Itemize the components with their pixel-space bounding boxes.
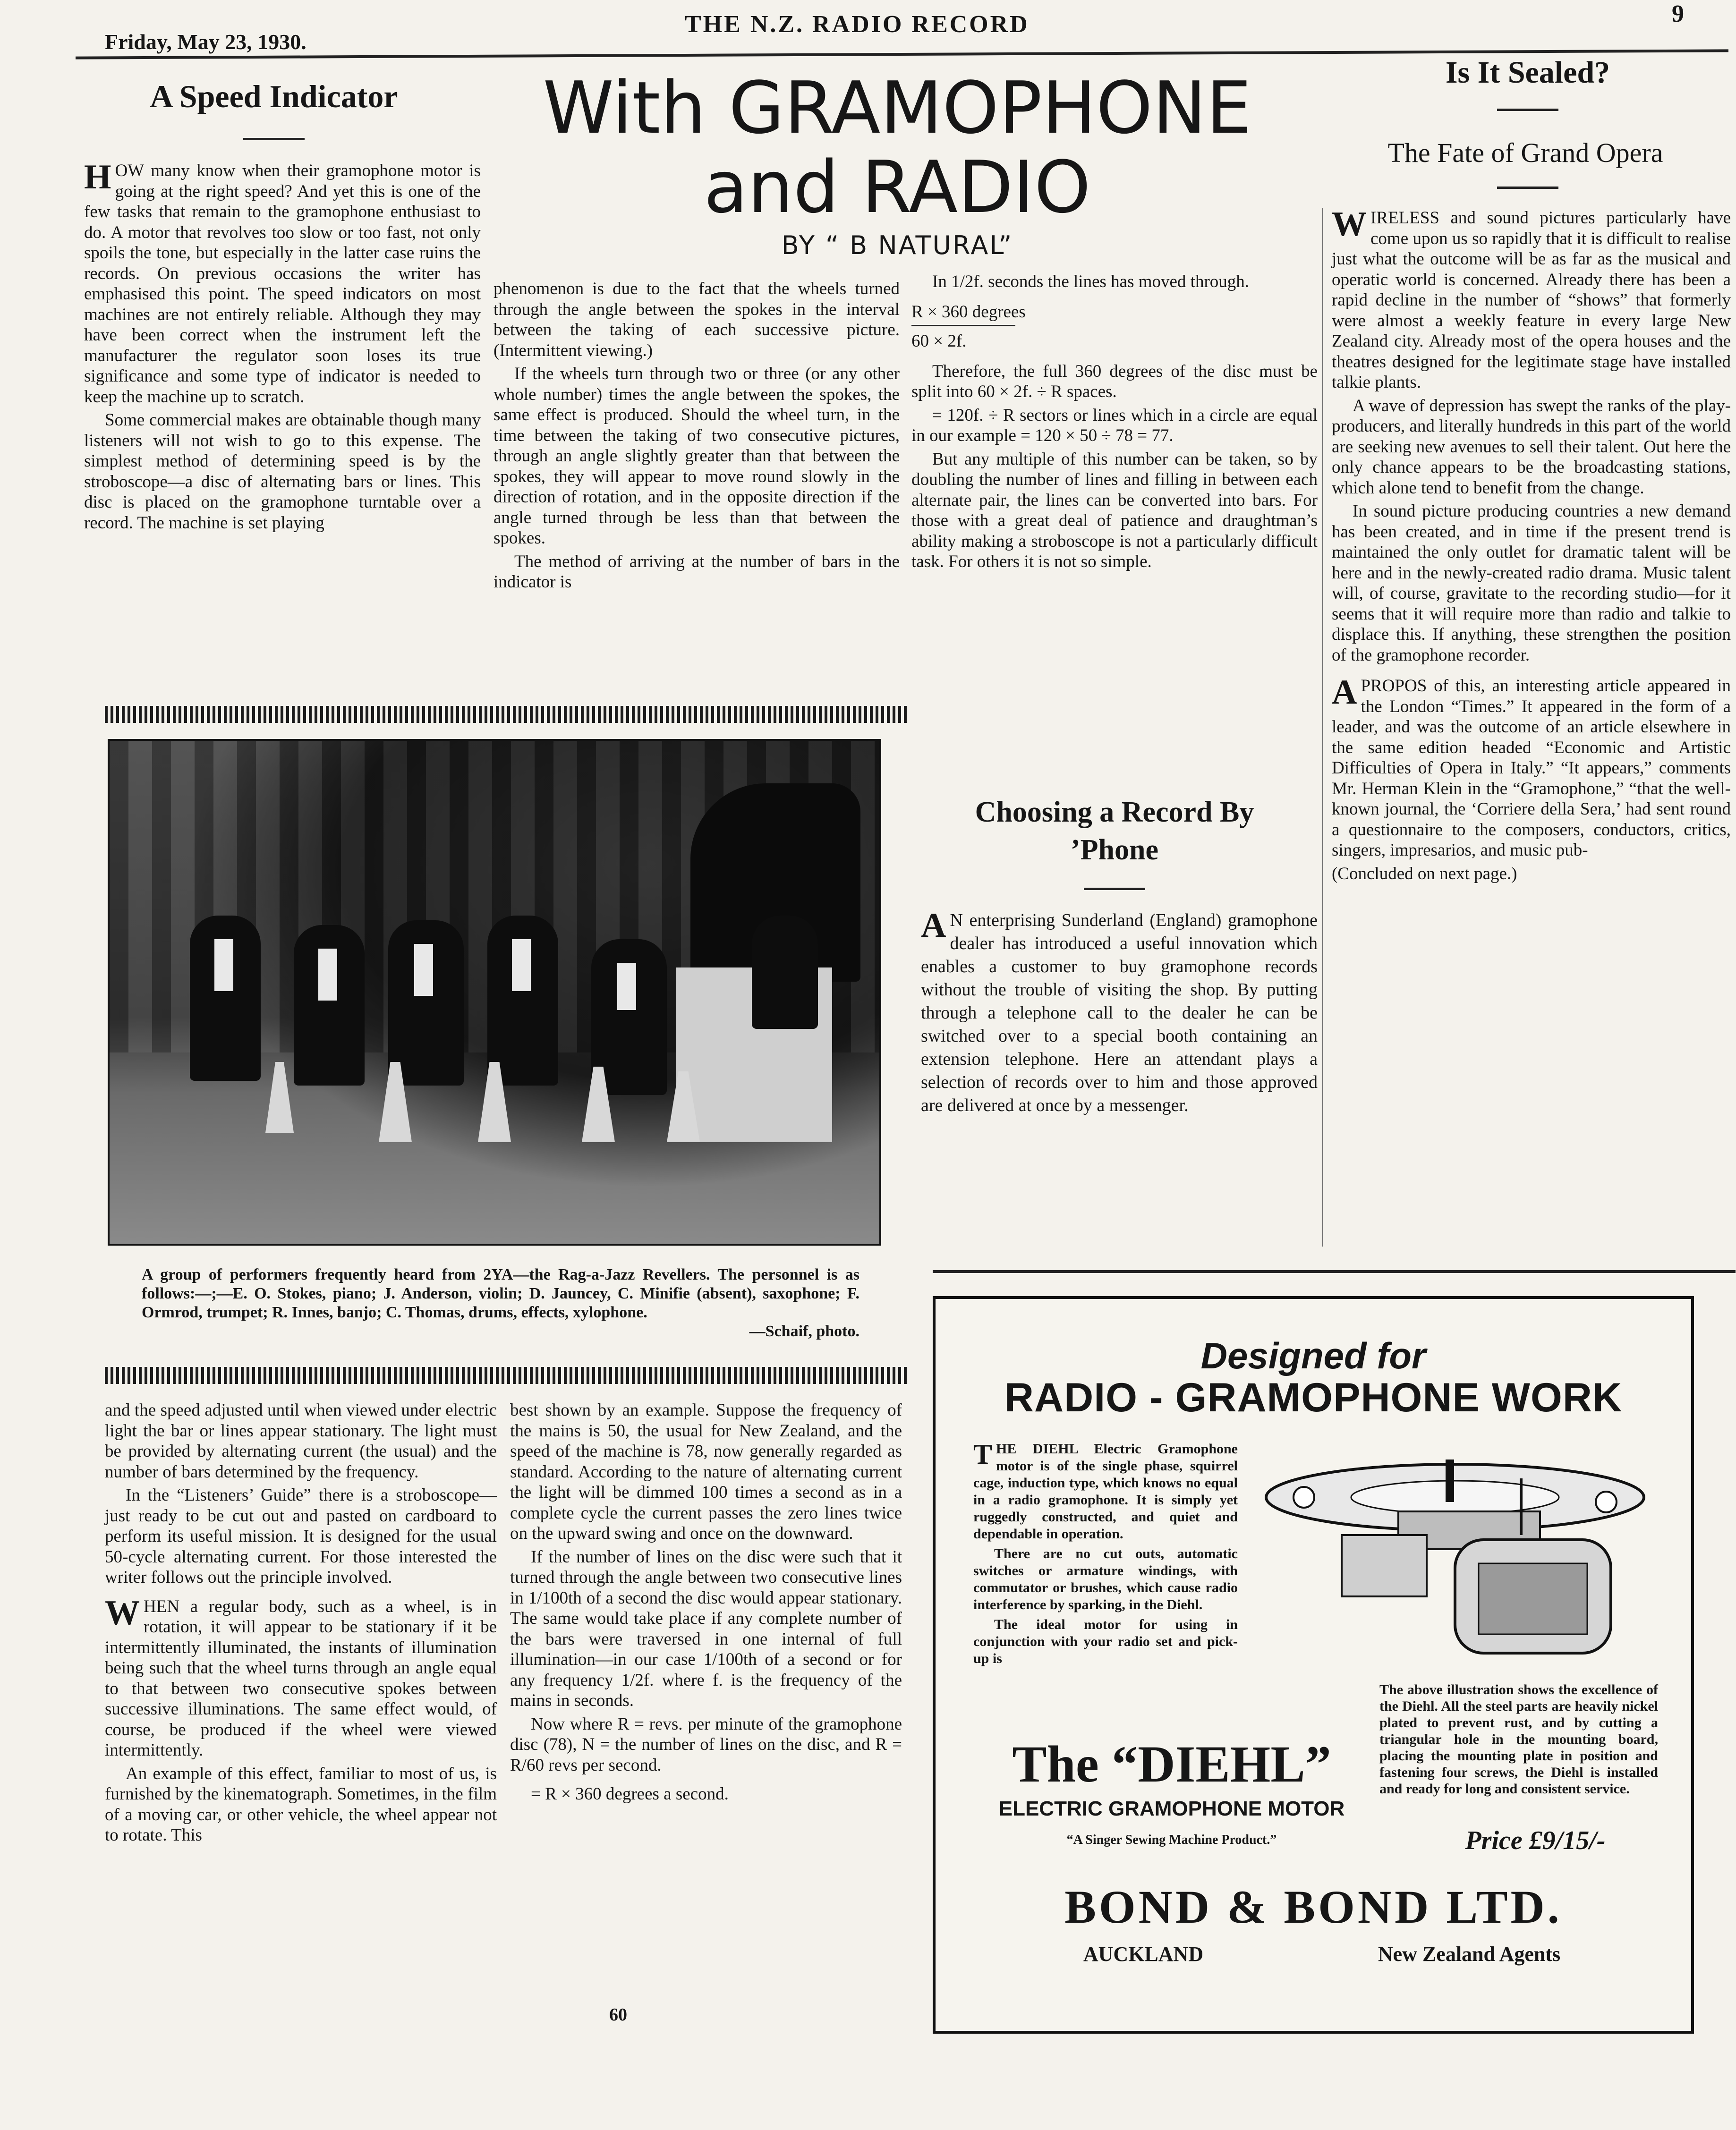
dropcap-a: A (921, 906, 946, 945)
main-column-2-top (494, 279, 900, 595)
bottom-page-number: 60 (609, 2005, 627, 2025)
sealed-para-1: IRELESS and sound pictures particularly have come upon us so rapidly that it is difficult to realise just what the outcome will be as far as the musical and operatic world is concerned. Already there has been a rapid decline in the number of “shows” that formerly were almost a weekly feature in every large New Zealand city. Already most of the opera houses and the theatres designed for the legitimate stage have installed talkie plants. (1332, 208, 1731, 392)
photo-caption (142, 1265, 859, 1341)
performer-2-shirt (318, 949, 337, 1001)
speed-para-2: Some commercial makes are obtainable though many listeners will not wish to go to this expense. The simplest method of determining speed is by the stroboscope—a disc of alternating bars or lines. This disc is placed on the gramophone turntable over a record. The machine is set playing (84, 410, 481, 533)
ad-city: AUCKLAND (1083, 1943, 1204, 1966)
phone-para-1: N enterprising Sunderland (England) gramophone dealer has introduced a useful innovation which enables a customer to buy gramophone records without the trouble of visiting the shop. By putting through a telephone call to the dealer he can be switched over to a special booth containing an extension telephone. Here an attendant plays a selection of records over to him and those approved are delivered at once by a messenger. (921, 910, 1318, 1115)
ad-tagline: “A Singer Sewing Machine Product.” (1066, 1833, 1277, 1847)
speed-title-rule (243, 138, 305, 140)
dotted-rule-top (105, 706, 908, 723)
speed-column-bottom (105, 1400, 497, 1849)
dotted-rule-bottom (105, 1367, 908, 1384)
ad-brand-subtitle: ELECTRIC GRAMOPHONE MOTOR (998, 1797, 1345, 1820)
performer-4-shirt (512, 939, 531, 991)
dropcap-w2: W (1332, 205, 1367, 244)
ad-brand: The “DIEHL” (1012, 1735, 1331, 1793)
sealed-subtitle-rule (1497, 187, 1558, 189)
photo-credit: —Schaif, photo. (749, 1323, 859, 1340)
band-photo (108, 739, 881, 1246)
main-title (510, 68, 1285, 227)
ad-designed-for: Designed for (1200, 1335, 1426, 1376)
sealed-para-4: PROPOS of this, an interesting article appeared in the London “Times.” It appeared in the form of a leader, and was the outcome of an article elsewhere in the same edition headed “Economic and Artistic Difficulties of Opera in Italy.” “It appears,” comments Mr. Herman Klein in the “Gramophone,” “that the well-known journal, the ‘Corriere della Sera,’ had sent round a questionnaire to the composers, conductors, critics, singers, impresarios, and music pub- (1332, 676, 1731, 860)
main-c2-para-5: If the number of lines on the disc were such that it turned through the angle between two consecutive lines in 1/100th of a second the disc would appear stationary. The same would take place if any complete number of the bars were traversed in one internal of full illumination—in our case 1/100th of a second or for any frequency 1/2f. where f. is the frequency of the mains in seconds. (510, 1547, 902, 1710)
ad-illus-text: The above illustration shows the excellence of the Diehl. All the steel parts are heavily nickel plated to prevent rust, and by cutting a triangular hole in the mounting board, placing the mounting plate in position and fastening four screws, the Diehl is installed and ready for long and consistent service. (1379, 1682, 1658, 1797)
dropcap-w: W (105, 1593, 140, 1632)
main-title-line-2: and RADIO (704, 145, 1091, 229)
main-c2-para-1: phenomenon is due to the fact that the wheels turned through the angle between the spokes in the interval between the taking of each successive picture. (Intermittent viewing.) (494, 279, 900, 360)
motor-drawing (1257, 1441, 1658, 1667)
performer-3-shirt (414, 944, 433, 996)
speed-para-6: An example of this effect, familiar to most of us, is furnished by the kinematograph. Sometimes, in the film of a moving car, or other vehicle, the wheel appear not to rotate. This (105, 1764, 497, 1845)
performer-1-shirt (214, 939, 233, 991)
dropcap-h: H (84, 158, 111, 196)
main-column-2-bottom (510, 1400, 902, 1808)
phone-column (921, 906, 1318, 1120)
speed-column-top (84, 158, 481, 536)
speed-para-1: OW many know when their gramophone motor is going at the right speed? And yet this is one of the few tasks that remain to the gramophone enthusiast to do. A motor that revolves too slow or too fast, not only spoils the tone, but especially in the latter case ruins the records. On previous occasions the writer has emphasised this point. The speed indicators on most machines are not entirely reliable. Although they may have been correct when the instrument left the manufacturer the regulator soon loses its true significance and some type of indicator is needed to keep the machine up to scratch. (84, 161, 481, 407)
dropcap-a2: A (1332, 673, 1357, 712)
performer-5-shirt (617, 963, 636, 1010)
page-date: Friday, May 23, 1930. (105, 30, 306, 54)
sealed-para-3: In sound picture producing countries a new demand has been created, and in time if the present trend is maintained the only outlet for dramatic talent will be here and in the newly-created radio drama. Music talent will, of course, gravitate to the recording studio—for it seems that it will require more than radio and talkie to displace this. If anything, these strengthen the position of the gramophone recorder. (1332, 501, 1731, 665)
sealed-para-2: A wave of depression has swept the ranks of the play-producers, and literally hundreds in this part of the world are seeking new avenues to sell their talent. Out here the only chance appears to be the broadcasting stations, which alone tend to benefit from the change. (1332, 396, 1731, 498)
ad-copy (973, 1441, 1238, 1670)
photo-caption-text: A group of performers frequently heard from 2YA—the Rag-a-Jazz Revellers. The personnel is as follows:—;—E. O. Stokes, piano; J. Anderson, violin; D. Jauncey, C. Minifie (absent), saxophone; F. Ormrod, trumpet; R. Innes, banjo; C. Thomas, drums, effects, xylophone. (142, 1266, 859, 1321)
ad-headline: RADIO - GRAMOPHONE WORK (1004, 1375, 1623, 1420)
phone-title-rule (1084, 888, 1145, 890)
section-rule-right (933, 1270, 1736, 1273)
equation-bar (911, 325, 1015, 326)
main-c3-para-3: = 120f. ÷ R sectors or lines which in a circle are equal in our example = 120 × 50 ÷ 78 = 77. (911, 405, 1318, 445)
speed-title: A Speed Indicator (150, 78, 398, 114)
equation-numerator: R × 360 degrees (911, 302, 1026, 322)
main-c2-para-6: Now where R = revs. per minute of the gramophone disc (78), N = the number of lines on the disc, and R = R/60 revs per second. (510, 1714, 902, 1775)
diehl-motor-illustration (1257, 1441, 1658, 1667)
ad-para-3: The ideal motor for using in conjunction with your radio set and pick-up is (973, 1617, 1238, 1666)
sealed-subtitle: The Fate of Grand Opera (1387, 137, 1663, 168)
main-c2-para-4: best shown by an example. Suppose the frequency of the mains is 50, the usual for New Zealand, and the speed of the machine is 78, now generally regarded as standard. According to the nature of alternating current the light will be dimmed 100 times a second as in a complete cycle the current passes the zero lines twice on the upward swing and once on the downward. (510, 1400, 902, 1543)
sealed-title: Is It Sealed? (1445, 55, 1610, 90)
music-stand-1 (265, 1062, 294, 1133)
speed-para-5: HEN a regular body, such as a wheel, is in rotation, it will appear to be stationary if it be intermittently illuminated, the instants of illumination being such that the wheel turns through an angle equal to that between two consecutive spokes between successive illuminations. The same effect would, of course, be produced if the wheel were viewed intermittently. (105, 1596, 497, 1760)
ad-agents: New Zealand Agents (1378, 1943, 1561, 1966)
main-c3-para-2: Therefore, the full 360 degrees of the disc must be split into 60 × 2f. ÷ R spaces. (911, 361, 1318, 401)
sealed-title-rule (1497, 109, 1558, 111)
main-c3-para-1: In 1/2f. seconds the lines has moved through. (932, 272, 1250, 291)
performer-6 (752, 916, 818, 1029)
speed-para-4: In the “Listeners’ Guide” there is a stroboscope—just ready to be cut out and pasted on cardboard to perform its useful mission. It is designed for the usual 50-cycle alternating current. For those interested the writer follows out the principle involved. (105, 1485, 497, 1587)
ad-para-1: HE DIEHL Electric Gramophone motor is of the single phase, squirrel cage, induction type, which knows no equal in a radio gramophone. It is simply yet ruggedly constructed, and quiet and dependable in operation. (973, 1441, 1238, 1542)
main-title-line-1: With GRAMOPHONE (543, 66, 1252, 150)
dropcap-t: T (973, 1439, 993, 1470)
main-column-3 (911, 272, 1318, 575)
ad-price: Price £9/15/- (1465, 1826, 1606, 1855)
ad-illustration-caption (1379, 1681, 1658, 1800)
main-c3-para-4: But any multiple of this number can be taken, so by doubling the number of lines and filling in between each alternate pair, the lines can be converted into bars. For those with a great deal of patience and draughtman’s ability making a stroboscope is not a particularly difficult task. For others it is not so simple. (911, 449, 1318, 571)
column-divider-right (1322, 208, 1323, 1247)
main-c2-para-7: = R × 360 degrees a second. (531, 1784, 729, 1804)
sealed-column (1332, 205, 1731, 887)
main-c2-para-3: The method of arriving at the number of bars in the indicator is (494, 552, 900, 592)
equation-denominator: 60 × 2f. (911, 331, 967, 351)
concluded-note: (Concluded on next page.) (1332, 864, 1517, 883)
speed-para-3: and the speed adjusted until when viewed under electric light the bar or lines appear stationary. The light must be provided by alternating current (the usual) and the number of bars determined by the frequency. (105, 1400, 497, 1482)
main-c2-para-2: If the wheels turn through two or three (or any other whole number) times the angle between the spokes, the same effect is produced. Should the wheel turn, in the time between the taking of two consecutive pictures, through an angle slightly greater than that between the spokes, they will appear to move round slowly in the direction of rotation, and in the opposite direction if the angle turned through be less than that between the spokes. (494, 364, 900, 548)
page-number: 9 (1672, 0, 1684, 27)
ad-company: BOND & BOND LTD. (1064, 1881, 1562, 1933)
byline: BY “ B NATURAL” (781, 230, 1013, 260)
phone-title: Choosing a Record By ’Phone (975, 796, 1254, 866)
masthead: THE N.Z. RADIO RECORD (685, 11, 1030, 38)
ad-para-2: There are no cut outs, automatic switches or armature windings, with commutator or brushes, which cause radio interference by sparking, in the Diehl. (973, 1546, 1238, 1612)
diehl-advertisement (933, 1296, 1694, 2034)
